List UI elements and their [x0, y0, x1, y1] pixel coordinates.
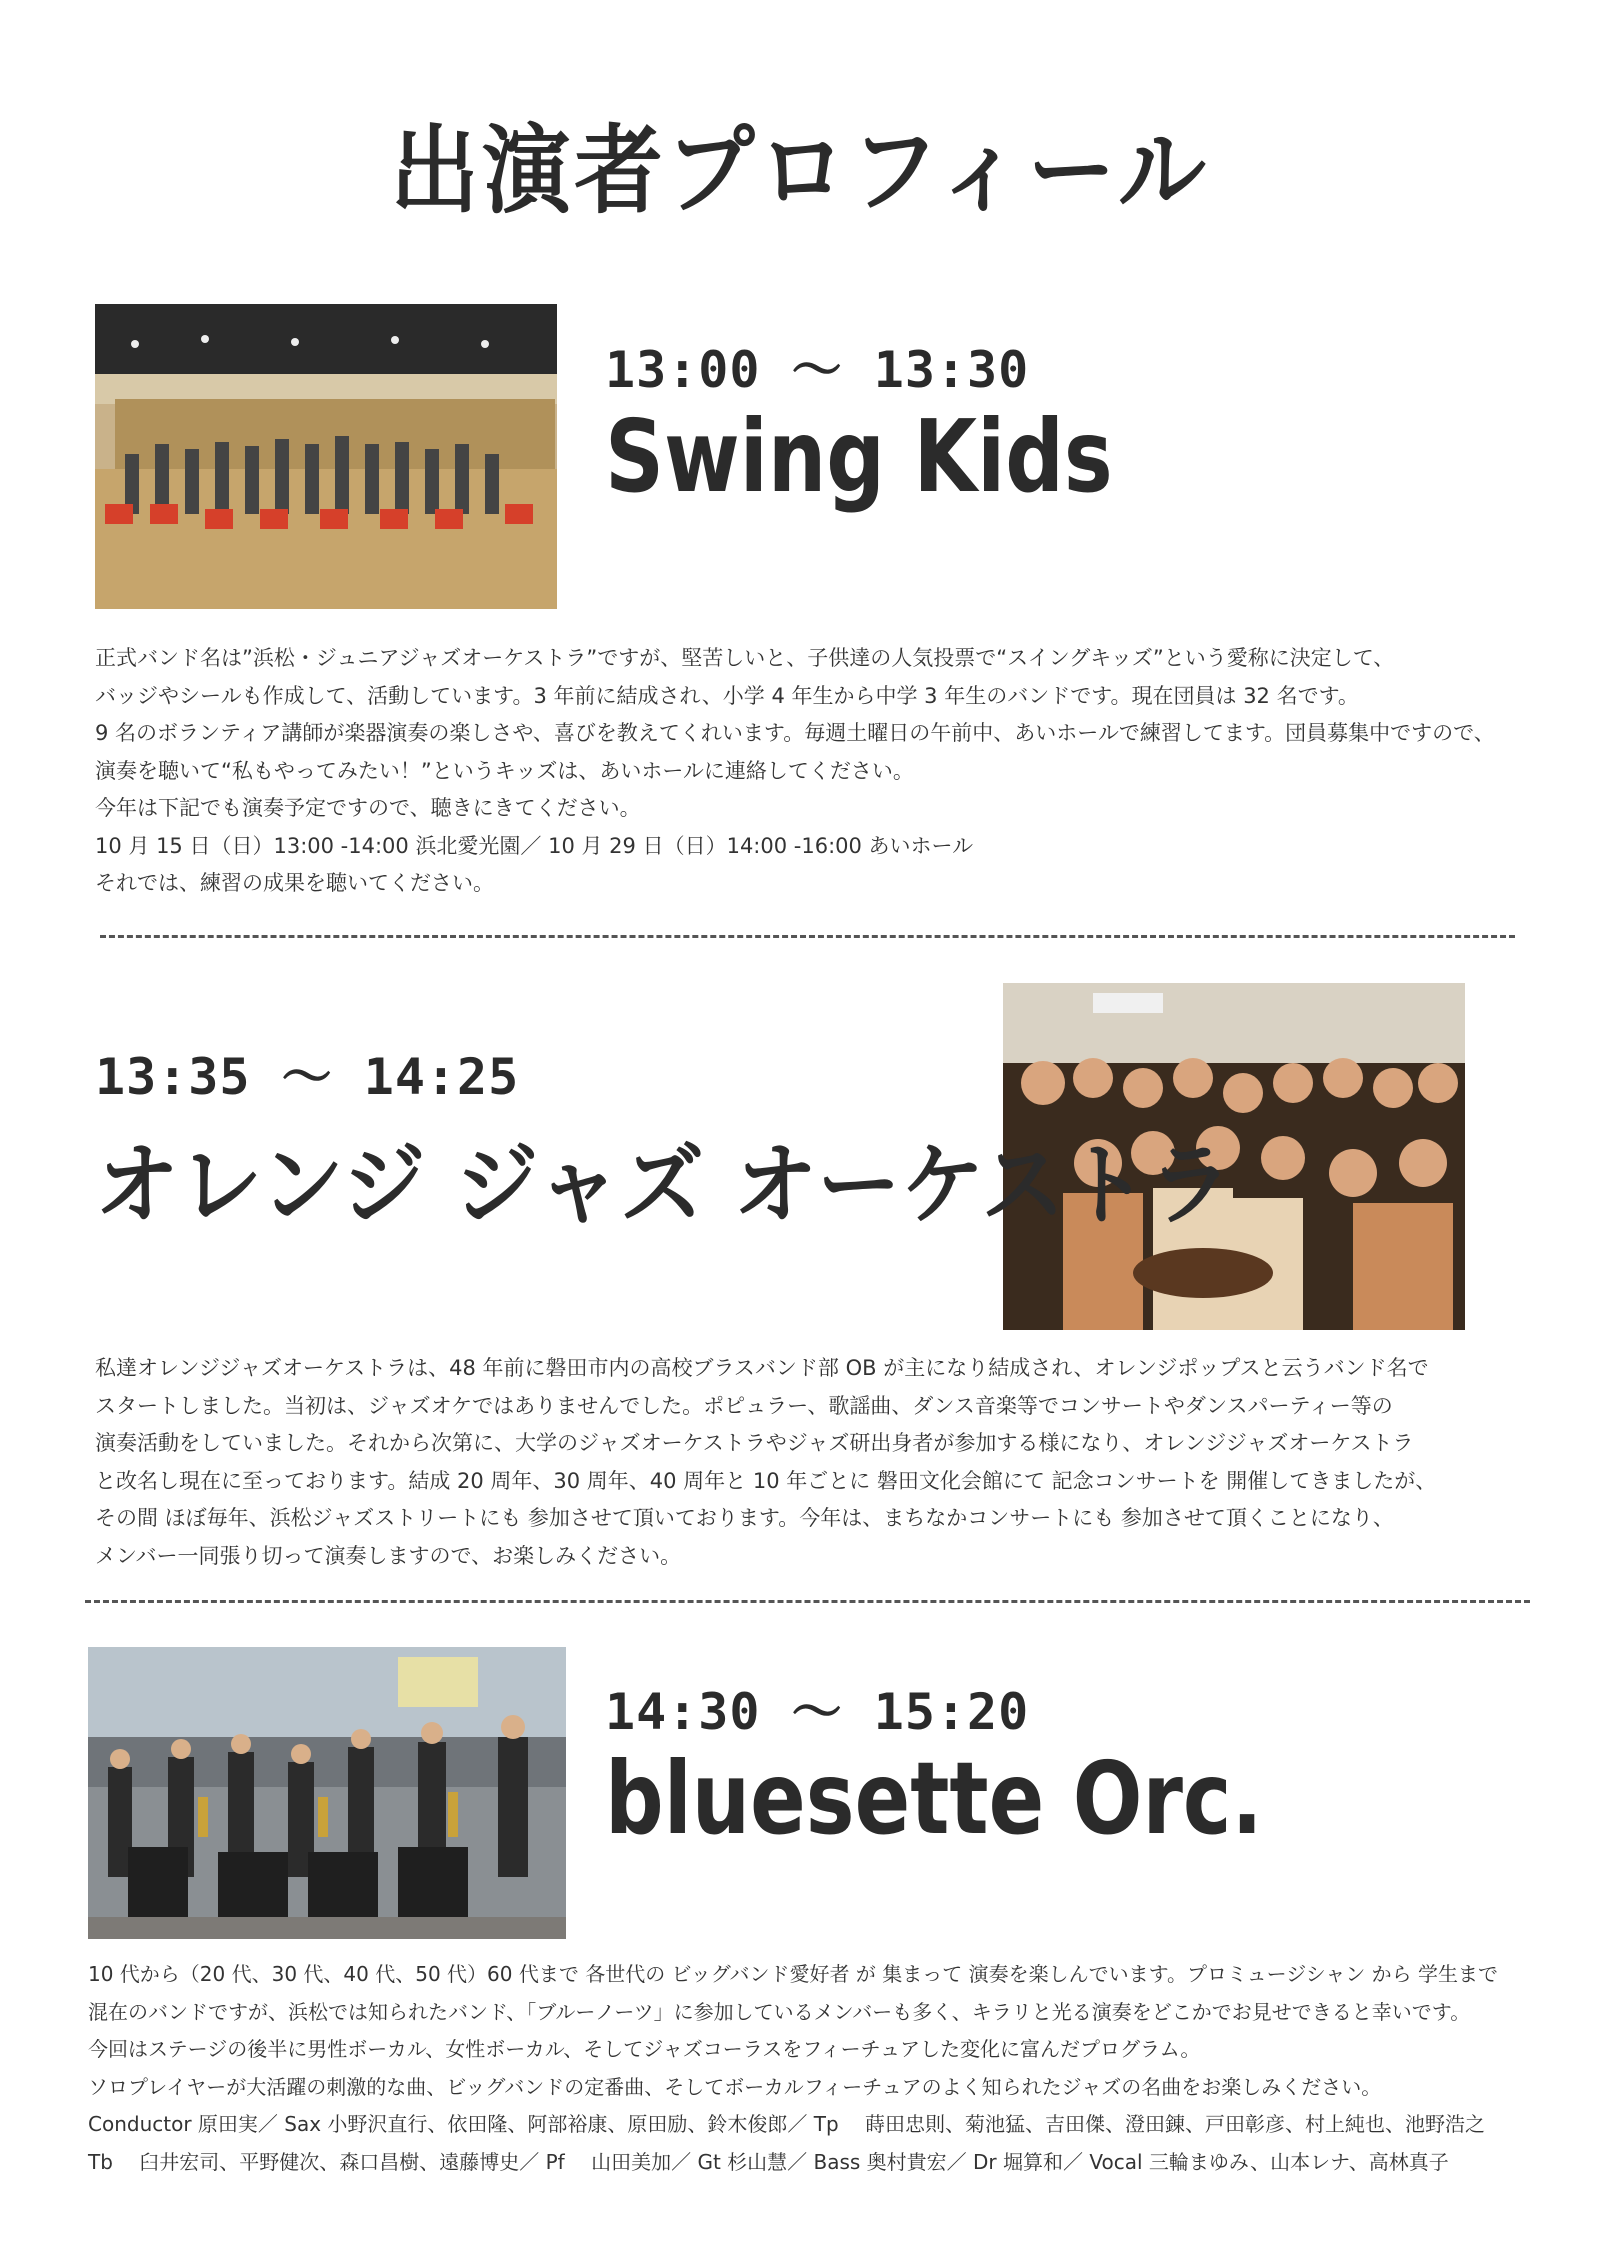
section-time: 13:00 ～ 13:30	[605, 341, 1030, 399]
desc-line: スタートしました。当初は、ジャズオケではありませんでした。ポピュラー、歌謡曲、ダンス音楽等でコンサートやダンスパーティー等の	[95, 1393, 1393, 1418]
desc-line: 演奏を聴いて“私もやってみたい！”というキッズは、あいホールに連絡してください。	[95, 758, 914, 783]
desc-line: ソロプレイヤーが大活躍の刺激的な曲、ビッグバンドの定番曲、そしてボーカルフィーチュアのよく知られたジャズの名曲をお楽しみください。	[88, 2074, 1382, 2099]
desc-line: Conductor 原田実／ Sax 小野沢直行、依田隆、阿部裕康、原田励、鈴木俊郎／ Tp 蒔田忠則、菊池猛、吉田傑、澄田錬、戸田彰彦、村上純也、池野浩之	[88, 2112, 1486, 2136]
desc-line: 演奏活動をしていました。それから次第に、大学のジャズオーケストラやジャズ研出身者が参加する様になり、オレンジジャズオーケストラ	[95, 1431, 1414, 1455]
section-description	[88, 1956, 1498, 2181]
desc-line: 10 代から（20 代、30 代、40 代、50 代）60 代まで 各世代の ビッグバンド愛好者 が 集まって 演奏を楽しんでいます。プロミュージシャン から 学生まで	[88, 1962, 1499, 1986]
desc-line: と改名し現在に至っております。結成 20 周年、30 周年、40 周年と 10 年ごとに 磐田文化会館にて 記念コンサートを 開催してきましたが、	[95, 1468, 1437, 1493]
section-divider	[100, 935, 1515, 938]
bluesette-photo	[88, 1647, 566, 1939]
band-name: Swing Kids	[605, 398, 1113, 515]
section-time: 14:30 ～ 15:20	[605, 1683, 1030, 1741]
desc-line: 私達オレンジジャズオーケストラは、48 年前に磐田市内の高校ブラスバンド部 OB が主になり結成され、オレンジポップスと云うバンド名で	[95, 1356, 1429, 1380]
desc-line: 10 月 15 日（日）13:00 -14:00 浜北愛光園／ 10 月 29 日（日）14:00 -16:00 あいホール	[95, 833, 974, 858]
desc-line: メンバー一同張り切って演奏しますので、お楽しみください。	[95, 1543, 682, 1568]
section-divider	[85, 1600, 1530, 1603]
section-description	[95, 1350, 1436, 1575]
desc-line: 9 名のボランティア講師が楽器演奏の楽しさや、喜びを教えてくれいます。毎週土曜日の午前中、あいホールで練習してます。団員募集中ですので、	[95, 721, 1495, 745]
section-time: 13:35 ～ 14:25	[95, 1048, 520, 1106]
band-name: bluesette Orc.	[605, 1740, 1263, 1857]
section-description	[95, 640, 1495, 903]
band-name: オレンジ ジャズ オーケストラ	[95, 1133, 1233, 1238]
desc-line: Tb 臼井宏司、平野健次、森口昌樹、遠藤博史／ Pf 山田美加／ Gt 杉山慧／ Bass 奥村貴宏／ Dr 堀算和／ Vocal 三輪まゆみ、山本レナ、高林真子	[88, 2149, 1449, 2174]
desc-line: その間 ほぼ毎年、浜松ジャズストリートにも 参加させて頂いております。今年は、まちなかコンサートにも 参加させて頂くことになり、	[95, 1506, 1394, 1530]
page-title: 出演者プロフィール	[390, 115, 1210, 227]
desc-line: それでは、練習の成果を聴いてください。	[95, 871, 494, 895]
swing-kids-photo	[95, 304, 557, 609]
desc-line: 今年は下記でも演奏予定ですので、聴きにきてください。	[95, 796, 641, 820]
desc-line: 正式バンド名は”浜松・ジュニアジャズオーケストラ”ですが、堅苦しいと、子供達の人気投票で“スイングキッズ”という愛称に決定して、	[95, 646, 1395, 670]
desc-line: バッジやシールも作成して、活動しています。3 年前に結成され、小学 4 年生から中学 3 年生のバンドです。現在団員は 32 名です。	[95, 683, 1359, 708]
desc-line: 今回はステージの後半に男性ボーカル、女性ボーカル、そしてジャズコーラスをフィーチュアした変化に富んだプログラム。	[88, 2037, 1201, 2061]
desc-line: 混在のバンドですが、浜松では知られたバンド、「ブルーノーツ」に参加しているメンバーも多く、キラリと光る演奏をどこかでお見せできると幸いです。	[88, 1999, 1471, 2024]
